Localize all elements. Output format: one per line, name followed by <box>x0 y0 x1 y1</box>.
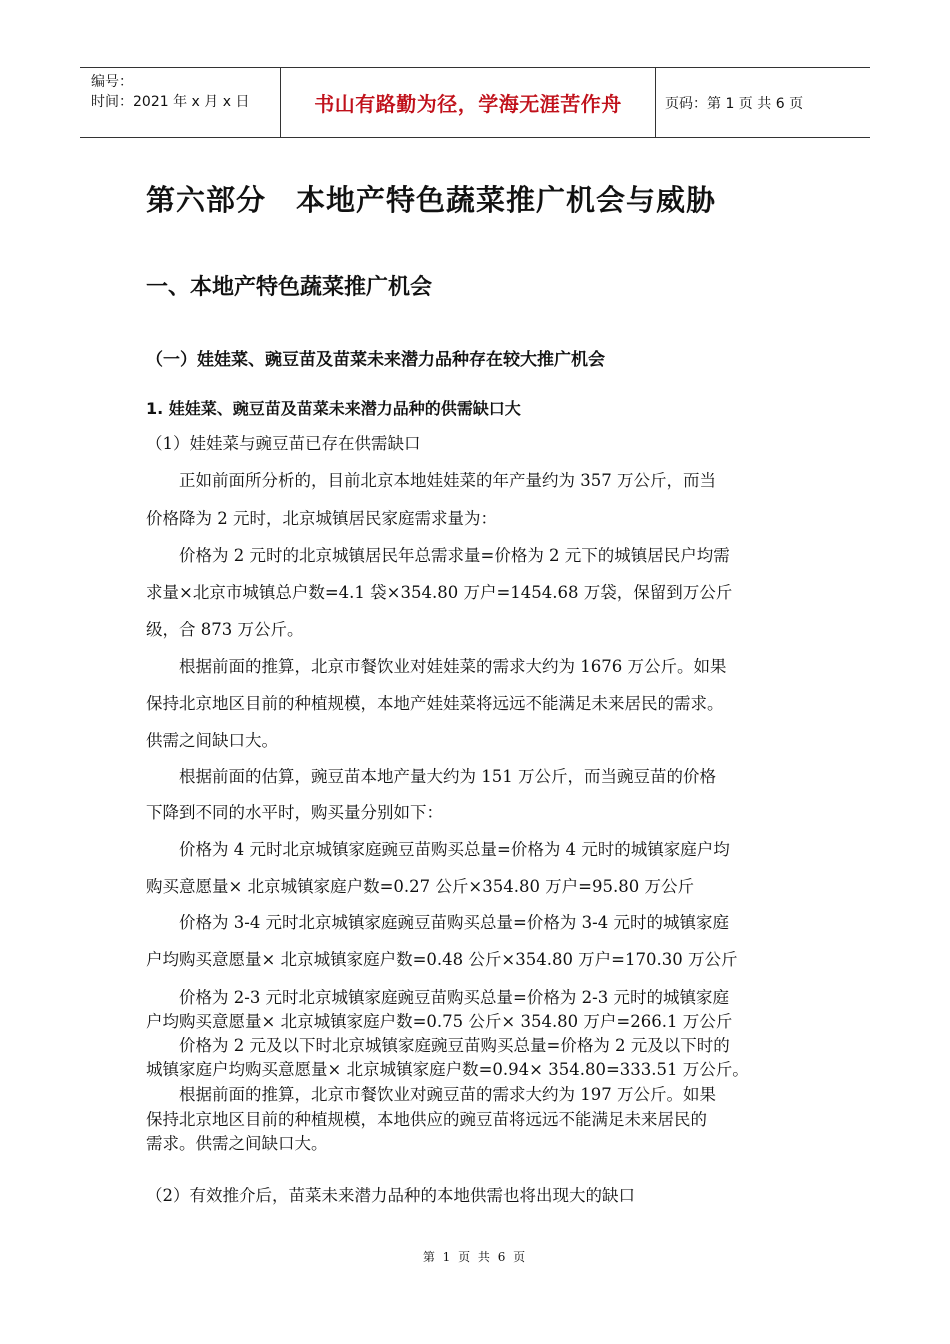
body-line: 购买意愿量× 北京城镇家庭户数=0.27 公斤×354.80 万户=95.80 万公斤 <box>146 877 694 896</box>
body-line: 需求。供需之间缺口大。 <box>146 1134 328 1153</box>
body-line: 根据前面的推算，北京市餐饮业对娃娃菜的需求大约为 1676 万公斤。如果 <box>146 657 727 676</box>
subsection-heading: （一）娃娃菜、豌豆苗及苗菜未来潜力品种存在较大推广机会 <box>146 350 605 370</box>
body-line: 价格为 4 元时北京城镇家庭豌豆苗购买总量=价格为 4 元时的城镇家庭户均 <box>146 840 730 859</box>
body-line: 根据前面的推算，北京市餐饮业对豌豆苗的需求大约为 197 万公斤。如果 <box>146 1085 716 1104</box>
body-line: 下降到不同的水平时，购买量分别如下： <box>146 803 443 822</box>
body-line: 价格为 2 元时的北京城镇居民年总需求量=价格为 2 元下的城镇居民户均需 <box>146 546 730 565</box>
body-line: 求量×北京市城镇总户数=4.1 袋×354.80 万户=1454.68 万袋，保留到万公斤 <box>146 583 733 602</box>
header-motto: 书山有路勤为径，学海无涯苦作舟 <box>281 68 656 137</box>
document-header <box>80 67 870 138</box>
body-line: 保持北京地区目前的种植规模，本地产娃娃菜将远远不能满足未来居民的需求。 <box>146 694 724 713</box>
body-line: 价格为 3-4 元时北京城镇家庭豌豆苗购买总量=价格为 3-4 元时的城镇家庭 <box>146 913 729 932</box>
body-line: 价格为 2-3 元时北京城镇家庭豌豆苗购买总量=价格为 2-3 元时的城镇家庭 <box>146 988 729 1007</box>
body-line: 城镇家庭户均购买意愿量× 北京城镇家庭户数=0.94× 354.80=333.51 万公斤。 <box>146 1060 749 1079</box>
date-label: 时间：2021 年 x 月 x 日 <box>91 94 250 110</box>
body-line: （1）娃娃菜与豌豆苗已存在供需缺口 <box>146 434 421 453</box>
body-line: 价格为 2 元及以下时北京城镇家庭豌豆苗购买总量=价格为 2 元及以下时的 <box>146 1036 730 1055</box>
body-line: 户均购买意愿量× 北京城镇家庭户数=0.48 公斤×354.80 万户=170.30 万公斤 <box>146 950 738 969</box>
body-line: 保持北京地区目前的种植规模，本地供应的豌豆苗将远远不能满足未来居民的 <box>146 1110 707 1129</box>
body-line: 供需之间缺口大。 <box>146 731 278 750</box>
page-footer: 第 1 页 共 6 页 <box>422 1250 528 1264</box>
point-heading: 1. 娃娃菜、豌豆苗及苗菜未来潜力品种的供需缺口大 <box>146 399 521 418</box>
body-line: 正如前面所分析的，目前北京本地娃娃菜的年产量约为 357 万公斤，而当 <box>146 471 716 490</box>
body-line: 户均购买意愿量× 北京城镇家庭户数=0.75 公斤× 354.80 万户=266.1 万公斤 <box>146 1012 733 1031</box>
body-line: 根据前面的估算，豌豆苗本地产量大约为 151 万公斤，而当豌豆苗的价格 <box>146 767 716 786</box>
body-line: （2）有效推介后，苗菜未来潜力品种的本地供需也将出现大的缺口 <box>146 1186 635 1205</box>
section-heading: 一、本地产特色蔬菜推广机会 <box>146 275 433 300</box>
body-line: 价格降为 2 元时，北京城镇居民家庭需求量为： <box>146 509 497 528</box>
header-meta <box>80 68 281 137</box>
document-title: 第六部分 本地产特色蔬菜推广机会与威胁 <box>146 183 717 217</box>
header-page-info: 页码：第 1 页 共 6 页 <box>665 95 804 112</box>
body-line: 级，合 873 万公斤。 <box>146 620 304 639</box>
serial-label: 编号： <box>91 74 133 90</box>
